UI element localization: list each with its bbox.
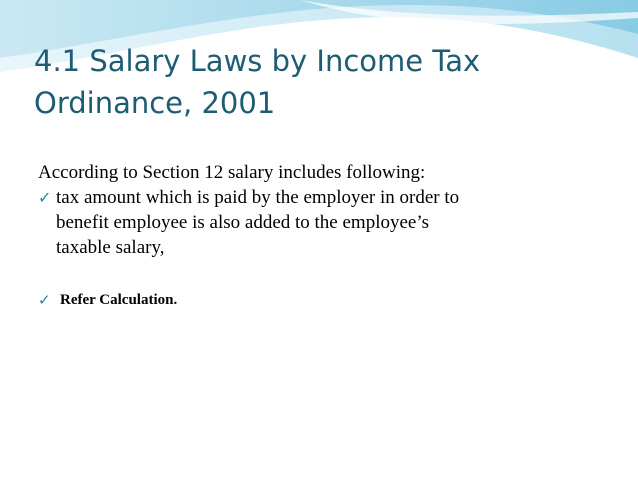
bullet-item-1	[38, 185, 598, 260]
bullet-2-text: Refer Calculation.	[60, 292, 178, 308]
slide-title-line-1: 4.1 Salary Laws by Income Tax	[34, 44, 481, 78]
slide-title	[34, 40, 624, 124]
slide-title-line-2: Ordinance, 2001	[34, 86, 276, 120]
slide-body	[38, 160, 598, 313]
bullet-1-line-3: taxable salary,	[56, 237, 165, 258]
bullet-1-line-2: benefit employee is also added to the employee’s	[56, 212, 430, 233]
check-icon: ✓	[38, 188, 52, 207]
check-icon: ✓	[38, 291, 51, 309]
bullet-1-line-1: tax amount which is paid by the employer in order to	[56, 187, 460, 208]
intro-text: According to Section 12 salary includes following:	[38, 162, 426, 183]
bullet-item-2	[38, 288, 598, 313]
